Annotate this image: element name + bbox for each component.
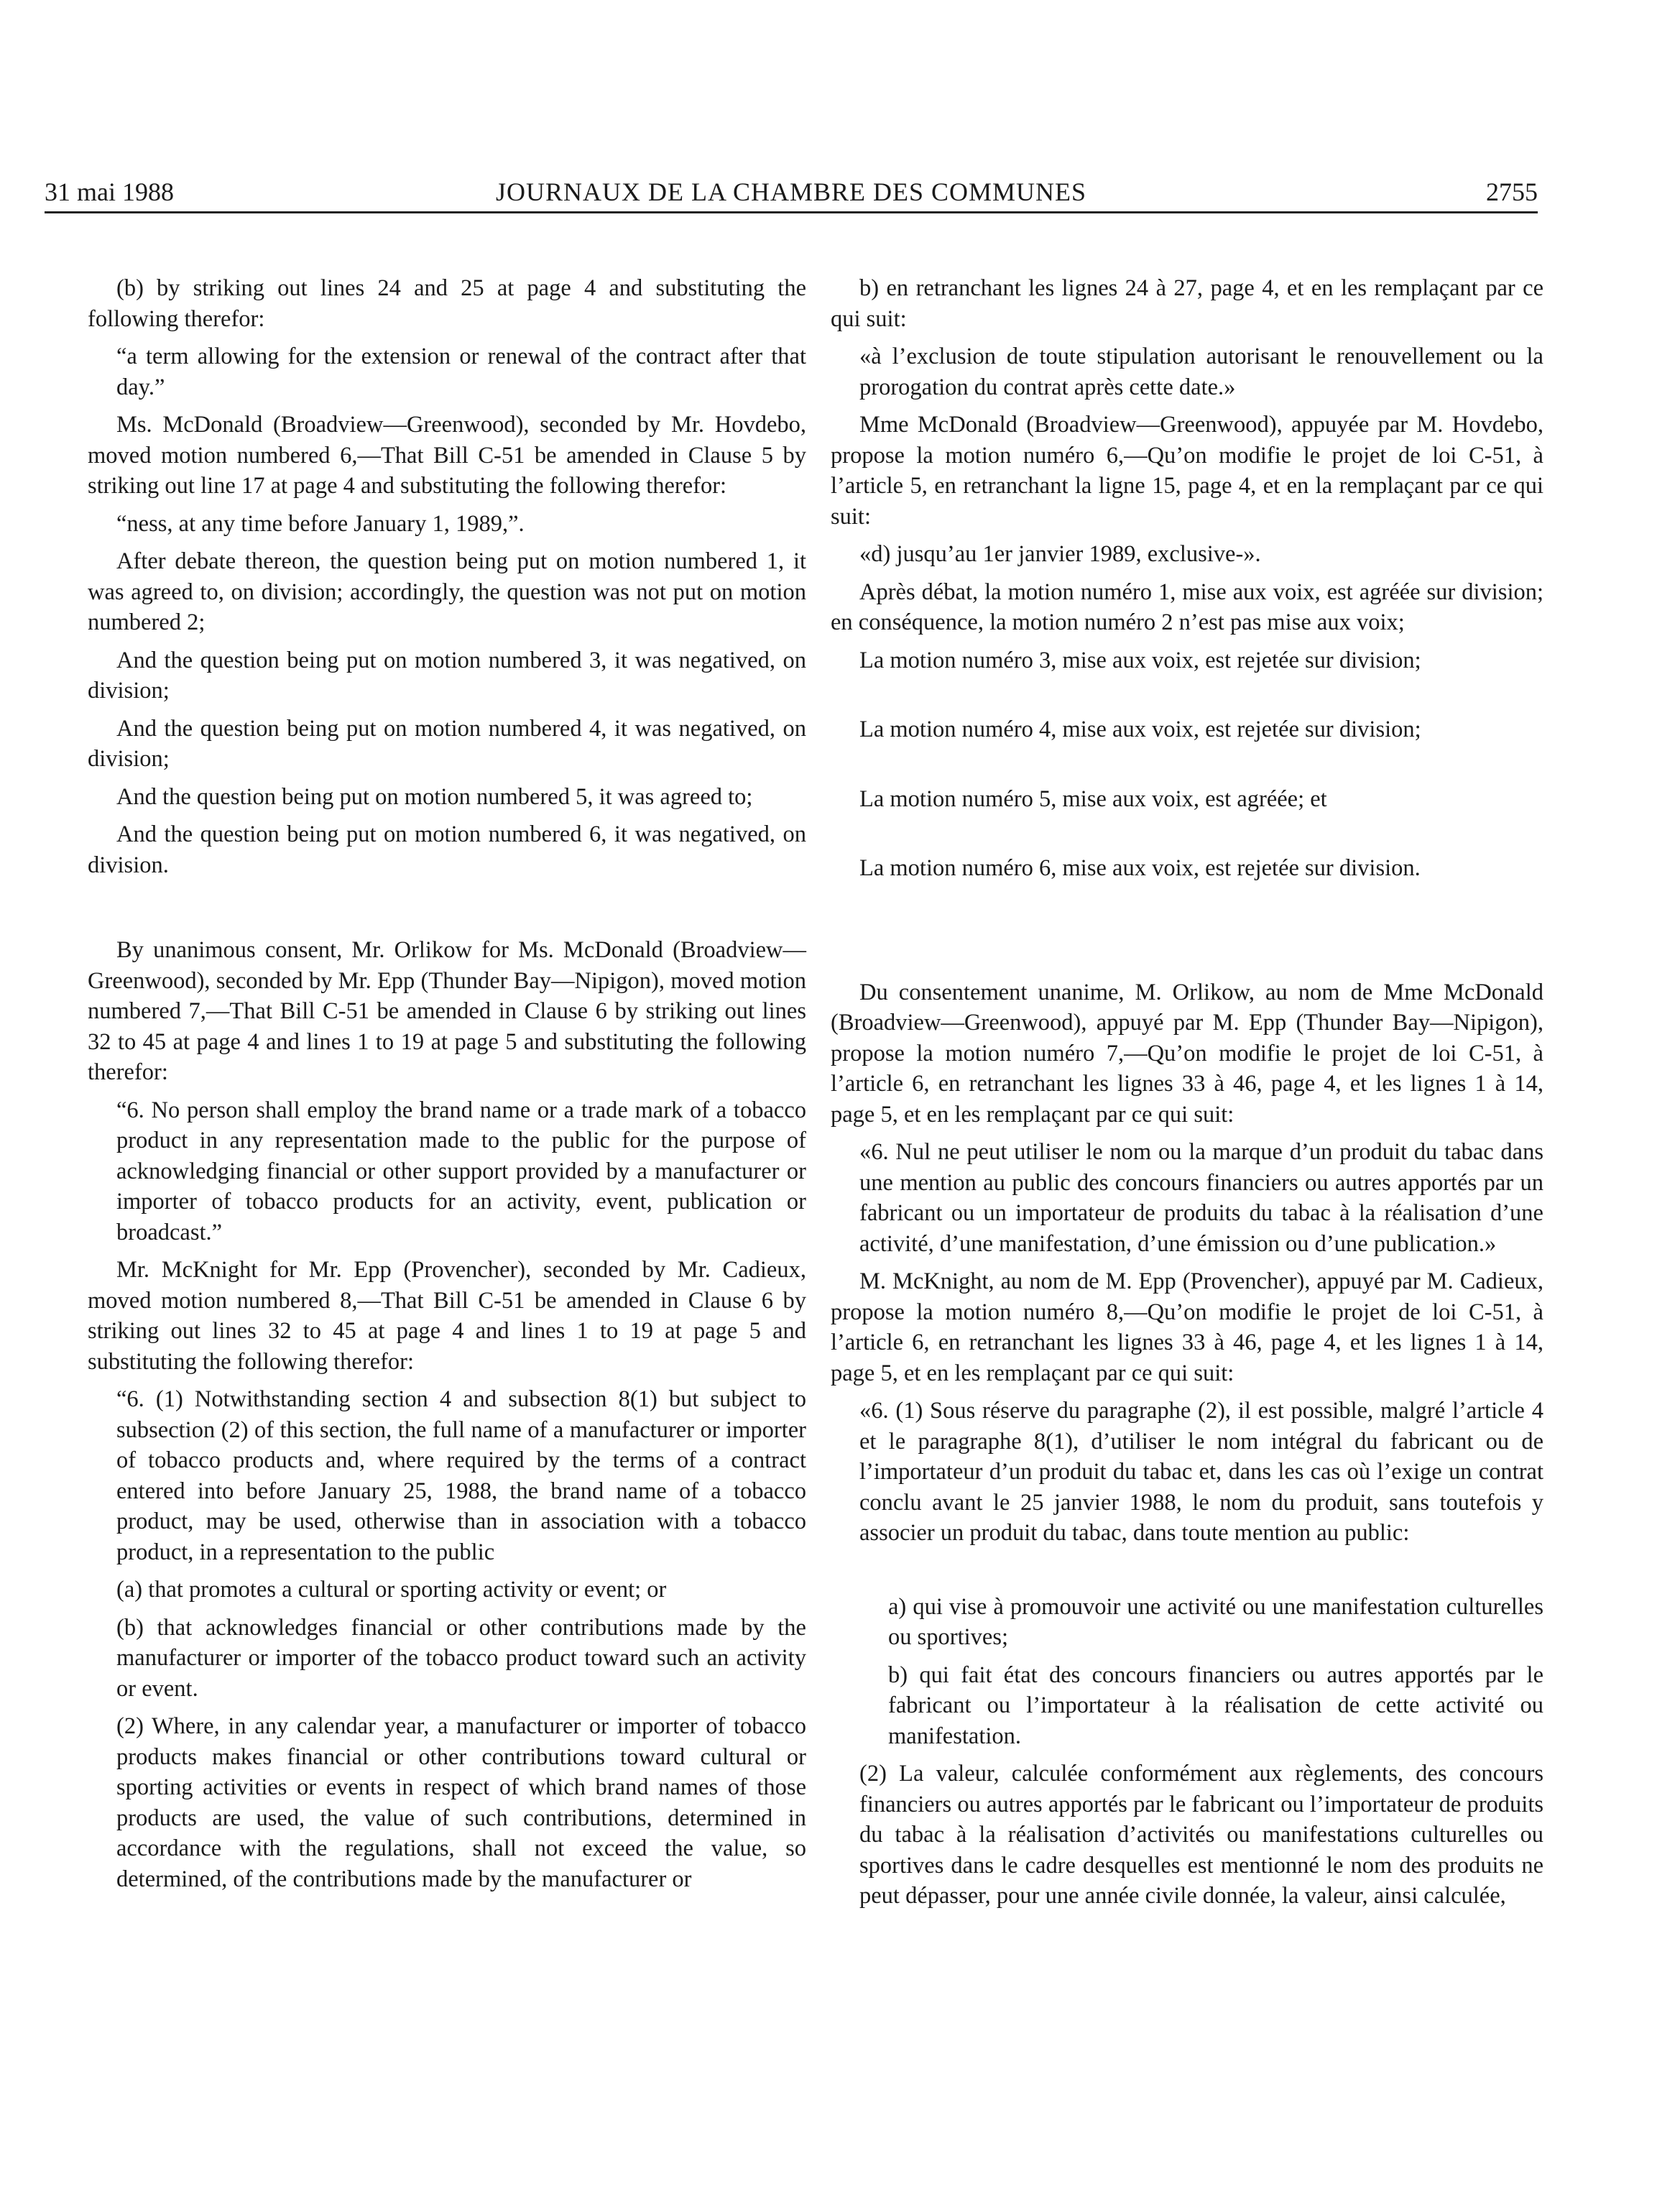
fr-motion6-quote: «d) jusqu’au 1er janvier 1989, exclusive-». bbox=[859, 541, 1261, 567]
fr-section6-b: b) qui fait état des concours financiers ou autres apportés par le fabricant ou l’importateur à la réalisation de cette activité ou manifestation. bbox=[888, 1662, 1543, 1749]
fr-motion7-quote: «6. Nul ne peut utiliser le nom ou la marque d’un produit du tabac dans une mention au public des concours financiers ou autres apportés par un fabricant ou un importateur de produits du tabac à la réalisation d’une activité, d’une manifestation, d’une émission ou d’une publication.» bbox=[859, 1139, 1543, 1257]
fr-motion7-intro: Du consentement unanime, M. Orlikow, au nom de Mme McDonald (Broadview—Greenwood), appuyé par M. Epp (Thunder Bay—Nipigon), propose la motion numéro 7,—Qu’on modifie le projet de loi C-51, à l’article 6, en retranchant les lignes 33 à 46, page 4, et les lignes 1 à 14, page 5, et en les remplaçant par ce qui suit: bbox=[831, 979, 1543, 1128]
en-section6-a: (a) that promotes a cultural or sporting activity or event; or bbox=[116, 1577, 667, 1603]
header-date: 31 mai 1988 bbox=[45, 178, 174, 206]
en-motion4-result: And the question being put on motion numbered 4, it was negatived, on division; bbox=[88, 715, 806, 772]
en-section6-1: “6. (1) Notwithstanding section 4 and subsection 8(1) but subject to subsection (2) of this section, the full name of a manufacturer or importer of tobacco products and, where required by the terms of a contract entered into before January 25, 1988, the brand name of a tobacco product, may be used, otherwise than in association with a tobacco product, in a representation to the public bbox=[116, 1386, 806, 1565]
fr-section6-1: «6. (1) Sous réserve du paragraphe (2), il est possible, malgré l’article 4 et le paragraphe 8(1), d’utiliser le nom intégral du fabricant ou de l’importateur d’un produit du tabac et, dans les cas où l’exige un contrat conclu avant le 25 janvier 1988, le nom du produit, sans toutefois y associer un produit du tabac, dans toute mention au public: bbox=[859, 1398, 1543, 1546]
en-motion6-quote: “ness, at any time before January 1, 1989,”. bbox=[116, 510, 525, 537]
en-motion6-result: And the question being put on motion numbered 6, it was negatived, on division. bbox=[88, 821, 806, 878]
fr-motion6-intro: Mme McDonald (Broadview—Greenwood), appuyée par M. Hovdebo, propose la motion numéro 6,—Qu’on modifie le projet de loi C-51, à l’article 5, en retranchant la ligne 15, page 4, et en la remplaçant par ce qui suit: bbox=[831, 412, 1543, 530]
fr-b-quote: «à l’exclusion de toute stipulation autorisant le renouvellement ou la prorogation du contrat après cette date.» bbox=[859, 344, 1543, 400]
en-b-strike: (b) by striking out lines 24 and 25 at page 4 and substituting the following therefor: bbox=[88, 275, 806, 332]
line-spacer bbox=[831, 683, 1543, 714]
en-motion7-quote: “6. No person shall employ the brand name or a trade mark of a tobacco product in any representation made to the public for the purpose of acknowledging financial or other support provided by a manufacturer or importer of tobacco products for an activity, event, publication or broadcast.” bbox=[116, 1097, 806, 1245]
en-section6-b: (b) that acknowledges financial or other contributions made by the manufacturer or importer of the tobacco product toward such an activity or event. bbox=[116, 1614, 806, 1702]
fr-section6-2: (2) La valeur, calculée conformément aux règlements, des concours financiers ou autres apportés par le fabricant ou l’importateur de produits du tabac à la réalisation d’activités ou manifestations culturelles ou sportives dans le cadre desquelles est mentionné le nom des produits ne peut dépasser, pour une année civile donnée, la valeur, ainsi calculée, bbox=[859, 1761, 1543, 1909]
fr-motion5-result: La motion numéro 5, mise aux voix, est agréée; et bbox=[859, 785, 1327, 812]
line-spacer bbox=[831, 752, 1543, 784]
section-gap bbox=[831, 930, 1543, 977]
en-motion5-result: And the question being put on motion numbered 5, it was agreed to; bbox=[116, 783, 753, 810]
fr-section6-a: a) qui vise à promouvoir une activité ou une manifestation culturelles ou sportives; bbox=[888, 1593, 1543, 1650]
line-spacer bbox=[831, 891, 1543, 930]
en-debate-result: After debate thereon, the question being put on motion numbered 1, it was agreed to, on division; accordingly, the question was not put on motion numbered 2; bbox=[88, 548, 806, 635]
en-b-quote: “a term allowing for the extension or renewal of the contract after that day.” bbox=[116, 344, 806, 400]
english-column bbox=[88, 273, 806, 1902]
fr-motion4-result: La motion numéro 4, mise aux voix, est rejetée sur division; bbox=[859, 716, 1421, 742]
en-motion7-intro: By unanimous consent, Mr. Orlikow for Ms. McDonald (Broadview—Greenwood), seconded by Mr. Epp (Thunder Bay—Nipigon), moved motion numbered 7,—That Bill C-51 be amended in Clause 6 by striking out lines 32 to 45 at page 4 and lines 1 to 19 at page 5 and substituting the following therefor: bbox=[88, 937, 806, 1085]
section-gap bbox=[88, 888, 806, 935]
en-section6-2: (2) Where, in any calendar year, a manufacturer or importer of tobacco products makes financial or other contributions toward cultural or sporting activities or events in respect of which brand names of those products are used, the value of such contributions, determined in accordance with the regulations, shall not exceed the value, so determined, of the contributions made by the manufacturer or bbox=[116, 1713, 806, 1892]
french-column bbox=[831, 273, 1543, 1919]
en-motion8-intro: Mr. McKnight for Mr. Epp (Provencher), seconded by Mr. Cadieux, moved motion numbered 8,—That Bill C-51 be amended in Clause 6 by striking out lines 32 to 45 at page 4 and lines 1 to 19 at page 5 and substituting the following therefor: bbox=[88, 1257, 806, 1375]
running-header bbox=[45, 171, 1538, 213]
en-motion6-intro: Ms. McDonald (Broadview—Greenwood), seconded by Mr. Hovdebo, moved motion numbered 6,—That Bill C-51 be amended in Clause 5 by striking out line 17 at page 4 and substituting the following therefor: bbox=[88, 412, 806, 499]
fr-motion6-result: La motion numéro 6, mise aux voix, est rejetée sur division. bbox=[859, 855, 1421, 881]
line-spacer bbox=[831, 821, 1543, 853]
fr-motion3-result: La motion numéro 3, mise aux voix, est rejetée sur division; bbox=[859, 647, 1421, 673]
en-motion3-result: And the question being put on motion numbered 3, it was negatived, on division; bbox=[88, 647, 806, 704]
fr-b-strike: b) en retranchant les lignes 24 à 27, page 4, et en les remplaçant par ce qui suit: bbox=[831, 275, 1543, 332]
fr-debate-result: Après débat, la motion numéro 1, mise aux voix, est agréée sur division; en conséquence, la motion numéro 2 n’est pas mise aux voix; bbox=[831, 579, 1543, 635]
fr-motion8-intro: M. McKnight, au nom de M. Epp (Provencher), appuyé par M. Cadieux, propose la motion numéro 8,—Qu’on modifie le projet de loi C-51, à l’article 6, en retranchant les lignes 33 à 46, page 4, et les lignes 1 à 14, page 5, et en les remplaçant par ce qui suit: bbox=[831, 1268, 1543, 1386]
journal-title: JOURNAUX DE LA CHAMBRE DES COMMUNES bbox=[495, 178, 1087, 206]
page-number: 2755 bbox=[1486, 178, 1538, 206]
line-spacer bbox=[831, 1556, 1543, 1592]
